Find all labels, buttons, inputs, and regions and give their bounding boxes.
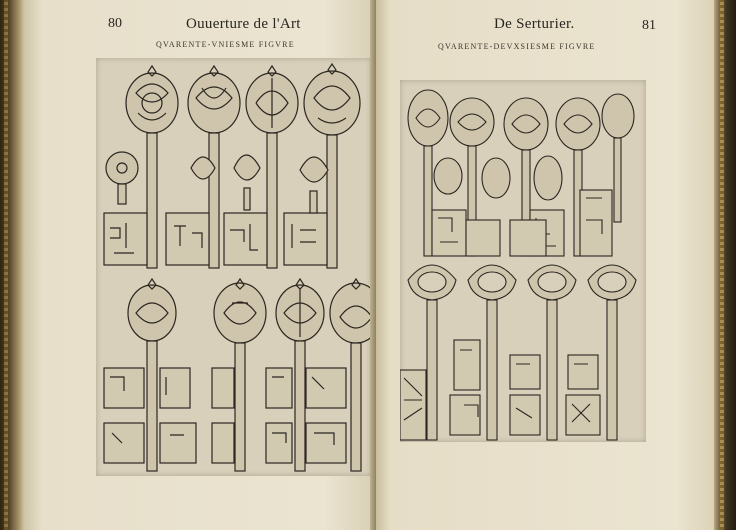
running-head-left: Ouuerture de l'Art [186,16,301,32]
figure-caption-left: QVARENTE-VNIESME FIGVRE [156,40,295,49]
keys-illustration-right [400,80,646,442]
key-engraving-plate-left [96,58,371,476]
figure-caption-right: QVARENTE-DEVXSIESME FIGVRE [438,42,596,51]
page-number-left: 80 [108,16,122,31]
right-page [376,0,714,530]
book-edge-right [714,0,736,530]
left-page [24,0,376,530]
book-edge-left [0,0,24,530]
key-engraving-plate-right [400,80,646,442]
keys-illustration-left [96,58,371,476]
running-head-right: De Serturier. [494,16,575,32]
page-number-right: 81 [642,18,656,33]
